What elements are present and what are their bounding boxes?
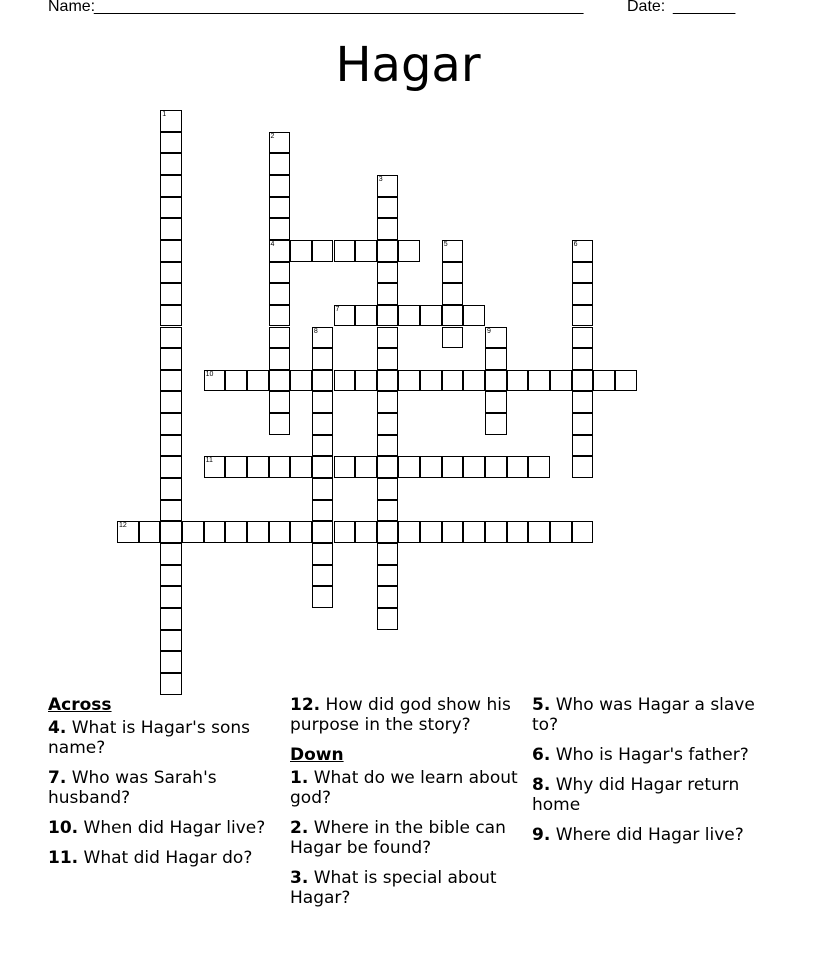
name-blank-line: _______________________________________________________ <box>94 0 584 15</box>
grid-cell[interactable] <box>269 153 291 175</box>
clue-number: 7 <box>48 768 60 788</box>
grid-cell[interactable] <box>160 543 182 565</box>
clue-number: 4 <box>48 718 60 738</box>
grid-cell[interactable] <box>420 305 442 327</box>
grid-cell[interactable] <box>312 391 334 413</box>
grid-cell[interactable] <box>160 110 182 132</box>
grid-cell[interactable] <box>463 521 485 543</box>
grid-cell[interactable] <box>334 240 356 262</box>
clue-text: Who is Hagar's father? <box>555 745 749 765</box>
grid-cell[interactable] <box>572 240 594 262</box>
grid-cell[interactable] <box>247 456 269 478</box>
grid-cell[interactable] <box>160 132 182 154</box>
grid-cell[interactable] <box>290 521 312 543</box>
grid-cell[interactable] <box>377 240 399 262</box>
clues-column-1 <box>48 695 288 878</box>
clue-across-12: 12. How did god show his purpose in the story? <box>290 695 511 735</box>
cell-number: 3 <box>378 175 383 183</box>
grid-cell[interactable] <box>442 283 464 305</box>
clue-text: What did Hagar do? <box>83 848 253 868</box>
grid-cell[interactable] <box>160 348 182 370</box>
grid-cell[interactable] <box>377 413 399 435</box>
grid-cell[interactable] <box>204 521 226 543</box>
grid-cell[interactable] <box>485 413 507 435</box>
grid-cell[interactable] <box>160 608 182 630</box>
grid-cell[interactable] <box>572 283 594 305</box>
grid-cell[interactable] <box>355 456 377 478</box>
clue-number: 5 <box>532 695 544 715</box>
grid-cell[interactable] <box>355 240 377 262</box>
grid-cell[interactable] <box>572 327 594 349</box>
grid-cell[interactable] <box>269 391 291 413</box>
grid-cell[interactable] <box>312 500 334 522</box>
grid-cell[interactable] <box>269 327 291 349</box>
grid-cell[interactable] <box>463 370 485 392</box>
grid-cell[interactable] <box>312 413 334 435</box>
grid-cell[interactable] <box>377 586 399 608</box>
clue-across-10: 10. When did Hagar live? <box>48 818 266 838</box>
grid-cell[interactable] <box>442 370 464 392</box>
grid-cell[interactable] <box>377 370 399 392</box>
grid-cell[interactable] <box>442 456 464 478</box>
grid-cell[interactable] <box>312 327 334 349</box>
grid-cell[interactable] <box>160 521 182 543</box>
grid-cell[interactable] <box>377 478 399 500</box>
grid-cell[interactable] <box>225 370 247 392</box>
grid-cell[interactable] <box>160 456 182 478</box>
name-label: Name: <box>48 0 96 15</box>
grid-cell[interactable] <box>312 456 334 478</box>
grid-cell[interactable] <box>334 370 356 392</box>
clue-text: Where in the bible can Hagar be found? <box>290 818 506 858</box>
down-heading: Down <box>290 745 344 765</box>
grid-cell[interactable] <box>160 283 182 305</box>
clue-number: 6 <box>532 745 544 765</box>
grid-cell[interactable] <box>204 370 226 392</box>
clue-down-5: 5. Who was Hagar a slave to? <box>532 695 755 735</box>
grid-cell[interactable] <box>160 651 182 673</box>
grid-cell[interactable] <box>398 521 420 543</box>
grid-cell[interactable] <box>572 391 594 413</box>
grid-cell[interactable] <box>160 175 182 197</box>
cell-number: 10 <box>205 370 214 378</box>
grid-cell[interactable] <box>485 456 507 478</box>
grid-cell[interactable] <box>507 521 529 543</box>
grid-cell[interactable] <box>377 521 399 543</box>
grid-cell[interactable] <box>160 500 182 522</box>
grid-cell[interactable] <box>377 456 399 478</box>
grid-cell[interactable] <box>528 521 550 543</box>
grid-cell[interactable] <box>160 478 182 500</box>
grid-cell[interactable] <box>269 218 291 240</box>
grid-cell[interactable] <box>182 521 204 543</box>
grid-cell[interactable] <box>160 305 182 327</box>
grid-cell[interactable] <box>160 673 182 695</box>
grid-cell[interactable] <box>247 521 269 543</box>
grid-cell[interactable] <box>377 435 399 457</box>
grid-cell[interactable] <box>463 456 485 478</box>
clue-number: 10 <box>48 818 72 838</box>
clue-number: 2 <box>290 818 302 838</box>
clue-text: What is special about Hagar? <box>290 868 497 908</box>
clue-text: When did Hagar live? <box>83 818 266 838</box>
clue-text: Where did Hagar live? <box>555 825 744 845</box>
grid-cell[interactable] <box>269 240 291 262</box>
grid-cell[interactable] <box>593 370 615 392</box>
grid-cell[interactable] <box>377 262 399 284</box>
grid-cell[interactable] <box>377 500 399 522</box>
grid-cell[interactable] <box>269 132 291 154</box>
clue-text: Who was Sarah's husband? <box>48 768 217 808</box>
grid-cell[interactable] <box>225 456 247 478</box>
grid-cell[interactable] <box>139 521 161 543</box>
grid-cell[interactable] <box>507 456 529 478</box>
grid-cell[interactable] <box>290 370 312 392</box>
grid-cell[interactable] <box>269 197 291 219</box>
cell-number: 4 <box>270 240 275 248</box>
grid-cell[interactable] <box>420 456 442 478</box>
grid-cell[interactable] <box>160 586 182 608</box>
grid-cell[interactable] <box>485 391 507 413</box>
grid-cell[interactable] <box>160 435 182 457</box>
grid-cell[interactable] <box>160 391 182 413</box>
grid-cell[interactable] <box>269 305 291 327</box>
grid-cell[interactable] <box>442 262 464 284</box>
date-blank-line: _______ <box>673 0 736 15</box>
grid-cell[interactable] <box>377 197 399 219</box>
grid-cell[interactable] <box>377 543 399 565</box>
grid-cell[interactable] <box>377 175 399 197</box>
clue-across-11: 11. What did Hagar do? <box>48 848 253 868</box>
grid-cell[interactable] <box>269 413 291 435</box>
grid-cell[interactable] <box>377 305 399 327</box>
grid-cell[interactable] <box>572 370 594 392</box>
grid-cell[interactable] <box>290 240 312 262</box>
grid-cell[interactable] <box>377 218 399 240</box>
grid-cell[interactable] <box>312 543 334 565</box>
grid-cell[interactable] <box>269 456 291 478</box>
grid-cell[interactable] <box>269 262 291 284</box>
grid-cell[interactable] <box>485 327 507 349</box>
grid-cell[interactable] <box>420 521 442 543</box>
grid-cell[interactable] <box>312 348 334 370</box>
cell-number: 12 <box>119 522 127 530</box>
grid-cell[interactable] <box>572 348 594 370</box>
grid-cell[interactable] <box>463 305 485 327</box>
grid-cell[interactable] <box>269 370 291 392</box>
grid-cell[interactable] <box>160 197 182 219</box>
clue-across-4: 4. What is Hagar's sons name? <box>48 718 250 758</box>
clue-down-9: 9. Where did Hagar live? <box>532 825 744 845</box>
clue-number: 11 <box>48 848 72 868</box>
clue-number: 9 <box>532 825 544 845</box>
grid-cell[interactable] <box>485 370 507 392</box>
grid-cell[interactable] <box>485 348 507 370</box>
cell-number: 11 <box>205 457 213 465</box>
grid-cell[interactable] <box>528 370 550 392</box>
grid-cell[interactable] <box>160 218 182 240</box>
grid-cell[interactable] <box>572 456 594 478</box>
grid-cell[interactable] <box>572 305 594 327</box>
cell-number: 9 <box>487 327 491 335</box>
grid-cell[interactable] <box>355 370 377 392</box>
clue-number: 3 <box>290 868 302 888</box>
grid-cell[interactable] <box>550 370 572 392</box>
cell-number: 7 <box>335 305 340 313</box>
grid-cell[interactable] <box>377 565 399 587</box>
grid-cell[interactable] <box>160 327 182 349</box>
grid-cell[interactable] <box>160 262 182 284</box>
cell-number: 8 <box>313 327 318 335</box>
cell-number: 1 <box>162 111 167 118</box>
grid-cell[interactable] <box>204 456 226 478</box>
grid-cell[interactable] <box>572 262 594 284</box>
grid-cell[interactable] <box>398 370 420 392</box>
grid-cell[interactable] <box>377 283 399 305</box>
grid-cell[interactable] <box>290 456 312 478</box>
cell-number: 6 <box>573 240 578 248</box>
clue-number: 8 <box>532 775 544 795</box>
clue-across-7: 7. Who was Sarah's husband? <box>48 768 217 808</box>
grid-cell[interactable] <box>312 521 334 543</box>
clue-down-1: 1. What do we learn about god? <box>290 768 518 808</box>
grid-cell[interactable] <box>117 521 139 543</box>
grid-cell[interactable] <box>160 413 182 435</box>
grid-cell[interactable] <box>312 370 334 392</box>
grid-cell[interactable] <box>398 240 420 262</box>
grid-cell[interactable] <box>269 175 291 197</box>
grid-cell[interactable] <box>160 565 182 587</box>
grid-cell[interactable] <box>160 240 182 262</box>
grid-cell[interactable] <box>269 283 291 305</box>
grid-cell[interactable] <box>247 370 269 392</box>
grid-cell[interactable] <box>442 521 464 543</box>
grid-cell[interactable] <box>225 521 247 543</box>
clue-text: What is Hagar's sons name? <box>48 718 250 758</box>
grid-cell[interactable] <box>507 370 529 392</box>
clues-column-2 <box>290 695 530 918</box>
grid-cell[interactable] <box>334 521 356 543</box>
puzzle-title: Hagar <box>335 37 481 93</box>
clue-down-2: 2. Where in the bible can Hagar be found? <box>290 818 506 858</box>
across-heading: Across <box>48 695 112 715</box>
cell-number: 2 <box>270 132 275 140</box>
grid-cell[interactable] <box>442 327 464 349</box>
grid-cell[interactable] <box>420 370 442 392</box>
grid-cell[interactable] <box>377 608 399 630</box>
grid-cell[interactable] <box>269 348 291 370</box>
grid-cell[interactable] <box>377 348 399 370</box>
grid-cell[interactable] <box>160 630 182 652</box>
date-label: Date: <box>627 0 666 15</box>
grid-cell[interactable] <box>442 305 464 327</box>
grid-cell[interactable] <box>572 521 594 543</box>
grid-cell[interactable] <box>269 521 291 543</box>
grid-cell[interactable] <box>377 327 399 349</box>
grid-cell[interactable] <box>312 586 334 608</box>
grid-cell[interactable] <box>312 478 334 500</box>
grid-cell[interactable] <box>160 370 182 392</box>
grid-cell[interactable] <box>398 456 420 478</box>
grid-cell[interactable] <box>615 370 637 392</box>
grid-cell[interactable] <box>355 521 377 543</box>
grid-cell[interactable] <box>312 565 334 587</box>
grid-cell[interactable] <box>334 456 356 478</box>
grid-cell[interactable] <box>572 435 594 457</box>
clue-text: Why did Hagar return home <box>532 775 740 815</box>
grid-cell[interactable] <box>160 153 182 175</box>
clue-text: Who was Hagar a slave to? <box>532 695 755 735</box>
grid-cell[interactable] <box>572 413 594 435</box>
grid-cell[interactable] <box>312 240 334 262</box>
clue-down-3: 3. What is special about Hagar? <box>290 868 497 908</box>
grid-cell[interactable] <box>442 240 464 262</box>
cell-number: 5 <box>443 240 448 248</box>
grid-cell[interactable] <box>312 435 334 457</box>
grid-cell[interactable] <box>398 305 420 327</box>
clue-number: 1 <box>290 768 302 788</box>
grid-cell[interactable] <box>377 391 399 413</box>
clues-column-3 <box>532 695 772 855</box>
grid-cell[interactable] <box>334 305 356 327</box>
grid-cell[interactable] <box>528 456 550 478</box>
clue-down-6: 6. Who is Hagar's father? <box>532 745 749 765</box>
clue-text: What do we learn about god? <box>290 768 518 808</box>
grid-cell[interactable] <box>355 305 377 327</box>
clue-number: 12 <box>290 695 314 715</box>
grid-cell[interactable] <box>485 521 507 543</box>
grid-cell[interactable] <box>550 521 572 543</box>
clue-text: How did god show his purpose in the story? <box>290 695 511 735</box>
clue-down-8: 8. Why did Hagar return home <box>532 775 740 815</box>
